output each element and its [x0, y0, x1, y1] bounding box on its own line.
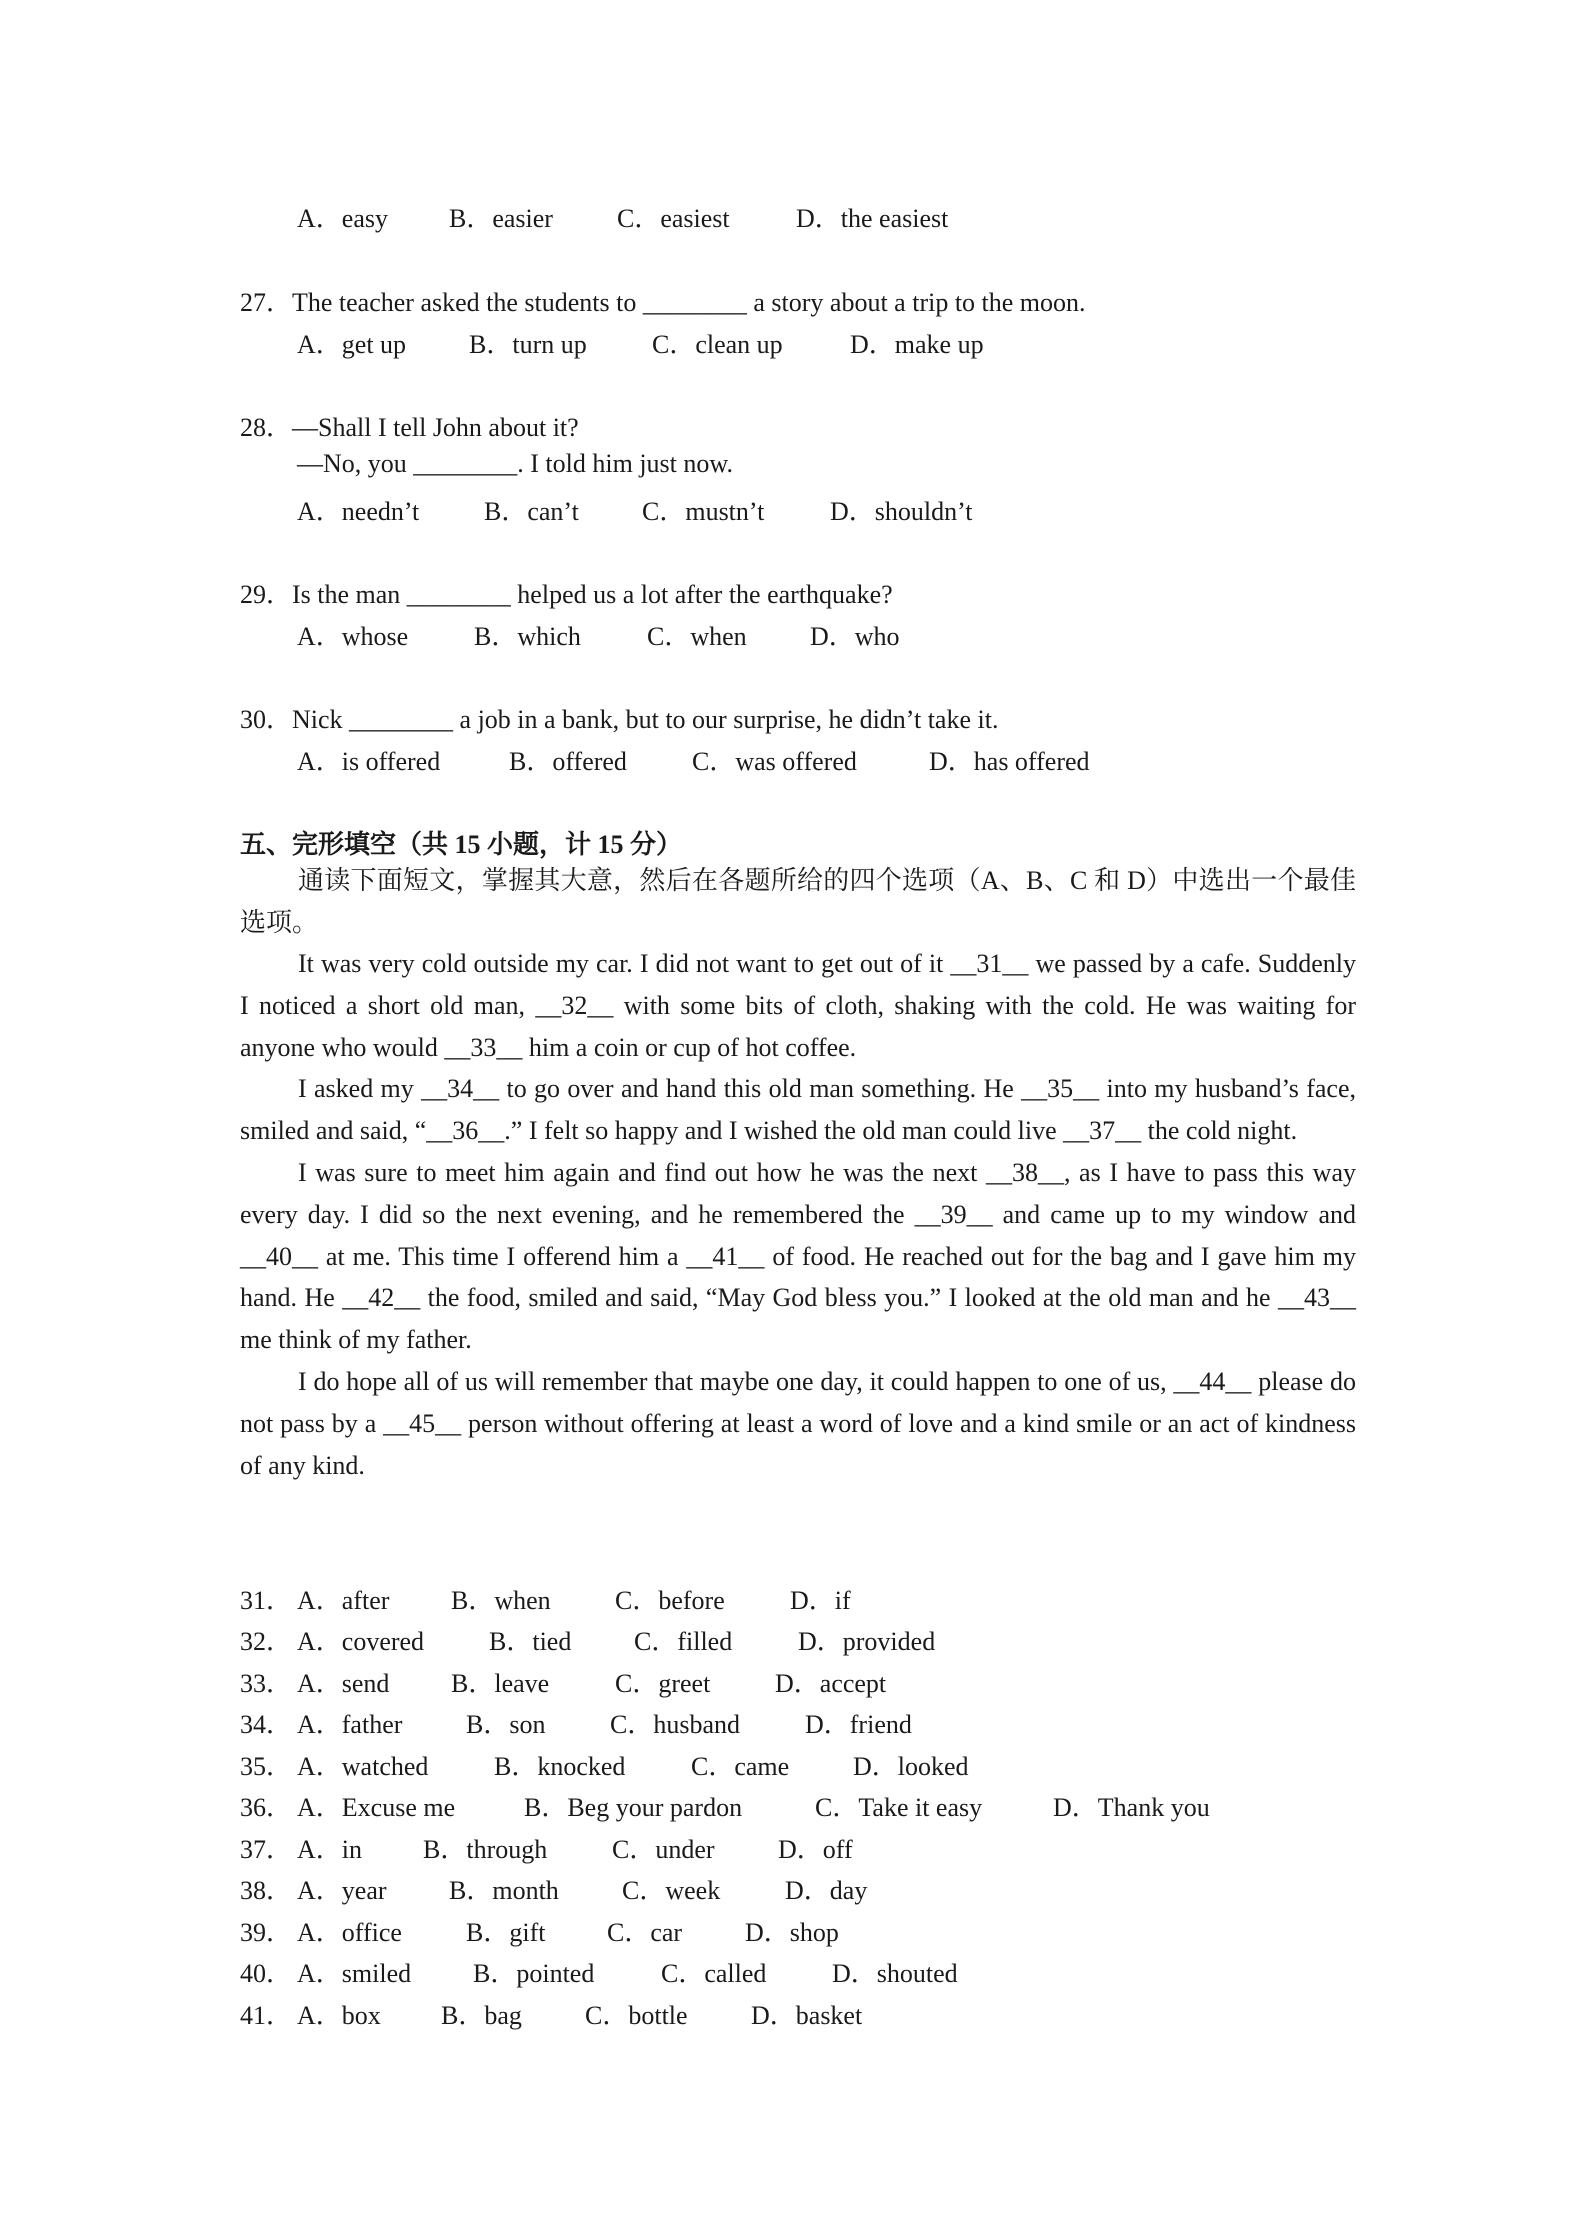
- option-d: D．shop: [745, 1918, 839, 1947]
- option-c: C．before: [615, 1586, 725, 1615]
- question-stem: 28．—Shall I tell John about it?: [240, 413, 579, 442]
- option-d: D．who: [810, 622, 900, 651]
- option-a: A．in: [297, 1835, 363, 1864]
- question-number: 39．: [240, 1918, 293, 1947]
- option-c: C．week: [622, 1876, 721, 1905]
- option-a: A．covered: [297, 1627, 425, 1656]
- option-c: C．called: [661, 1959, 767, 1988]
- option-d: D．if: [790, 1586, 851, 1615]
- option-b: B．turn up: [469, 330, 587, 359]
- option-a: A．after: [297, 1586, 390, 1615]
- option-b: B．when: [451, 1586, 551, 1615]
- option-a: A．get up: [297, 330, 407, 359]
- option-c: C．husband: [610, 1710, 741, 1739]
- option-b: B．through: [423, 1835, 548, 1864]
- option-a: A．is offered: [297, 747, 441, 776]
- question-number: 35．: [240, 1752, 293, 1781]
- option-a: A．father: [297, 1710, 403, 1739]
- option-a: A．smiled: [297, 1959, 412, 1988]
- option-d: D．day: [785, 1876, 868, 1905]
- option-b: B．bag: [441, 2001, 522, 2030]
- option-c: C．mustn’t: [642, 497, 765, 526]
- option-c: C．filled: [634, 1627, 733, 1656]
- option-c: C．easiest: [617, 204, 730, 233]
- question-number: 41．: [240, 2001, 293, 2030]
- option-d: D．provided: [798, 1627, 936, 1656]
- passage-paragraph: It was very cold outside my car. I did not want to get out of it __31__ we passed by a cafe. Suddenly I noticed a short old man, __32__ with some bits of cloth, shaking with the cold. He was waiting for anyone who would __33__ him a coin or cup of hot coffee.: [240, 949, 1356, 1062]
- question-stem: 27．The teacher asked the students to ________ a story about a trip to the moon.: [240, 288, 1086, 317]
- option-c: C．car: [607, 1918, 683, 1947]
- option-a: A．easy: [297, 204, 388, 233]
- option-a: A．needn’t: [297, 497, 420, 526]
- option-c: C．clean up: [652, 330, 783, 359]
- option-b: B．which: [474, 622, 581, 651]
- option-a: A．watched: [297, 1752, 429, 1781]
- question-number: 36．: [240, 1793, 293, 1822]
- option-c: C．under: [612, 1835, 715, 1864]
- question-stem: 29．Is the man ________ helped us a lot after the earthquake?: [240, 580, 893, 609]
- option-a: A．office: [297, 1918, 402, 1947]
- question-number: 40．: [240, 1959, 293, 1988]
- option-b: B．can’t: [484, 497, 579, 526]
- question-stem: 30．Nick ________ a job in a bank, but to our surprise, he didn’t take it.: [240, 705, 999, 734]
- option-b: B．gift: [466, 1918, 546, 1947]
- option-d: D．make up: [850, 330, 984, 359]
- option-b: B．knocked: [494, 1752, 626, 1781]
- section-title: 五、完形填空（共 15 小题，计 15 分）: [240, 830, 683, 859]
- option-d: D．basket: [751, 2001, 863, 2030]
- question-number: 31．: [240, 1586, 293, 1615]
- cloze-passage: [240, 943, 1356, 1486]
- option-b: B．son: [466, 1710, 546, 1739]
- option-d: D．shouted: [832, 1959, 958, 1988]
- option-d: D．off: [778, 1835, 853, 1864]
- option-c: C．was offered: [692, 747, 857, 776]
- option-d: D．friend: [805, 1710, 912, 1739]
- question-number: 33．: [240, 1669, 293, 1698]
- option-b: B．Beg your pardon: [524, 1793, 743, 1822]
- option-c: C．when: [647, 622, 747, 651]
- option-c: C．Take it easy: [815, 1793, 983, 1822]
- question-number: 34．: [240, 1710, 293, 1739]
- option-a: A．box: [297, 2001, 381, 2030]
- option-d: D．accept: [775, 1669, 887, 1698]
- question-number: 37．: [240, 1835, 293, 1864]
- question-number: 32．: [240, 1627, 293, 1656]
- passage-paragraph: I asked my __34__ to go over and hand this old man something. He __35__ into my husband’s face, smiled and said, “__36__.” I felt so happy and I wished the old man could live __37__ the cold night.: [240, 1074, 1356, 1146]
- option-b: B．easier: [449, 204, 553, 233]
- passage-paragraph: I was sure to meet him again and find out how he was the next __38__, as I have to pass this way every day. I did so the next evening, and he remembered the __39__ and came up to my window and __40__ at me. This time I offerend him a __41__ of food. He reached out for the bag and I gave him my hand. He __42__ the food, smiled and said, “May God bless you.” I looked at the old man and he __43__ me think of my father.: [240, 1157, 1356, 1355]
- option-b: B．offered: [509, 747, 627, 776]
- option-b: B．month: [449, 1876, 559, 1905]
- question-number: 38．: [240, 1876, 293, 1905]
- option-d: D．looked: [853, 1752, 969, 1781]
- option-c: C．bottle: [585, 2001, 688, 2030]
- option-c: C．greet: [615, 1669, 711, 1698]
- passage-paragraph: I do hope all of us will remember that maybe one day, it could happen to one of us, __44__ please do not pass by a __45__ person without offering at least a word of love and a kind smile or an act of kindness of any kind.: [240, 1366, 1356, 1480]
- option-d: D．has offered: [929, 747, 1090, 776]
- option-d: D．Thank you: [1053, 1793, 1210, 1822]
- question-stem-reply: —No, you ________. I told him just now.: [297, 449, 733, 478]
- option-a: A．year: [297, 1876, 387, 1905]
- option-a: A．whose: [297, 622, 409, 651]
- option-a: A．send: [297, 1669, 390, 1698]
- option-b: B．leave: [451, 1669, 550, 1698]
- option-a: A．Excuse me: [297, 1793, 456, 1822]
- option-d: D．the easiest: [796, 204, 949, 233]
- section-instructions: 通读下面短文，掌握其大意，然后在各题所给的四个选项（A、B、C 和 D）中选出一个最佳选项。: [240, 866, 1356, 937]
- option-c: C．came: [691, 1752, 790, 1781]
- option-d: D．shouldn’t: [830, 497, 973, 526]
- option-b: B．pointed: [473, 1959, 595, 1988]
- option-b: B．tied: [489, 1627, 572, 1656]
